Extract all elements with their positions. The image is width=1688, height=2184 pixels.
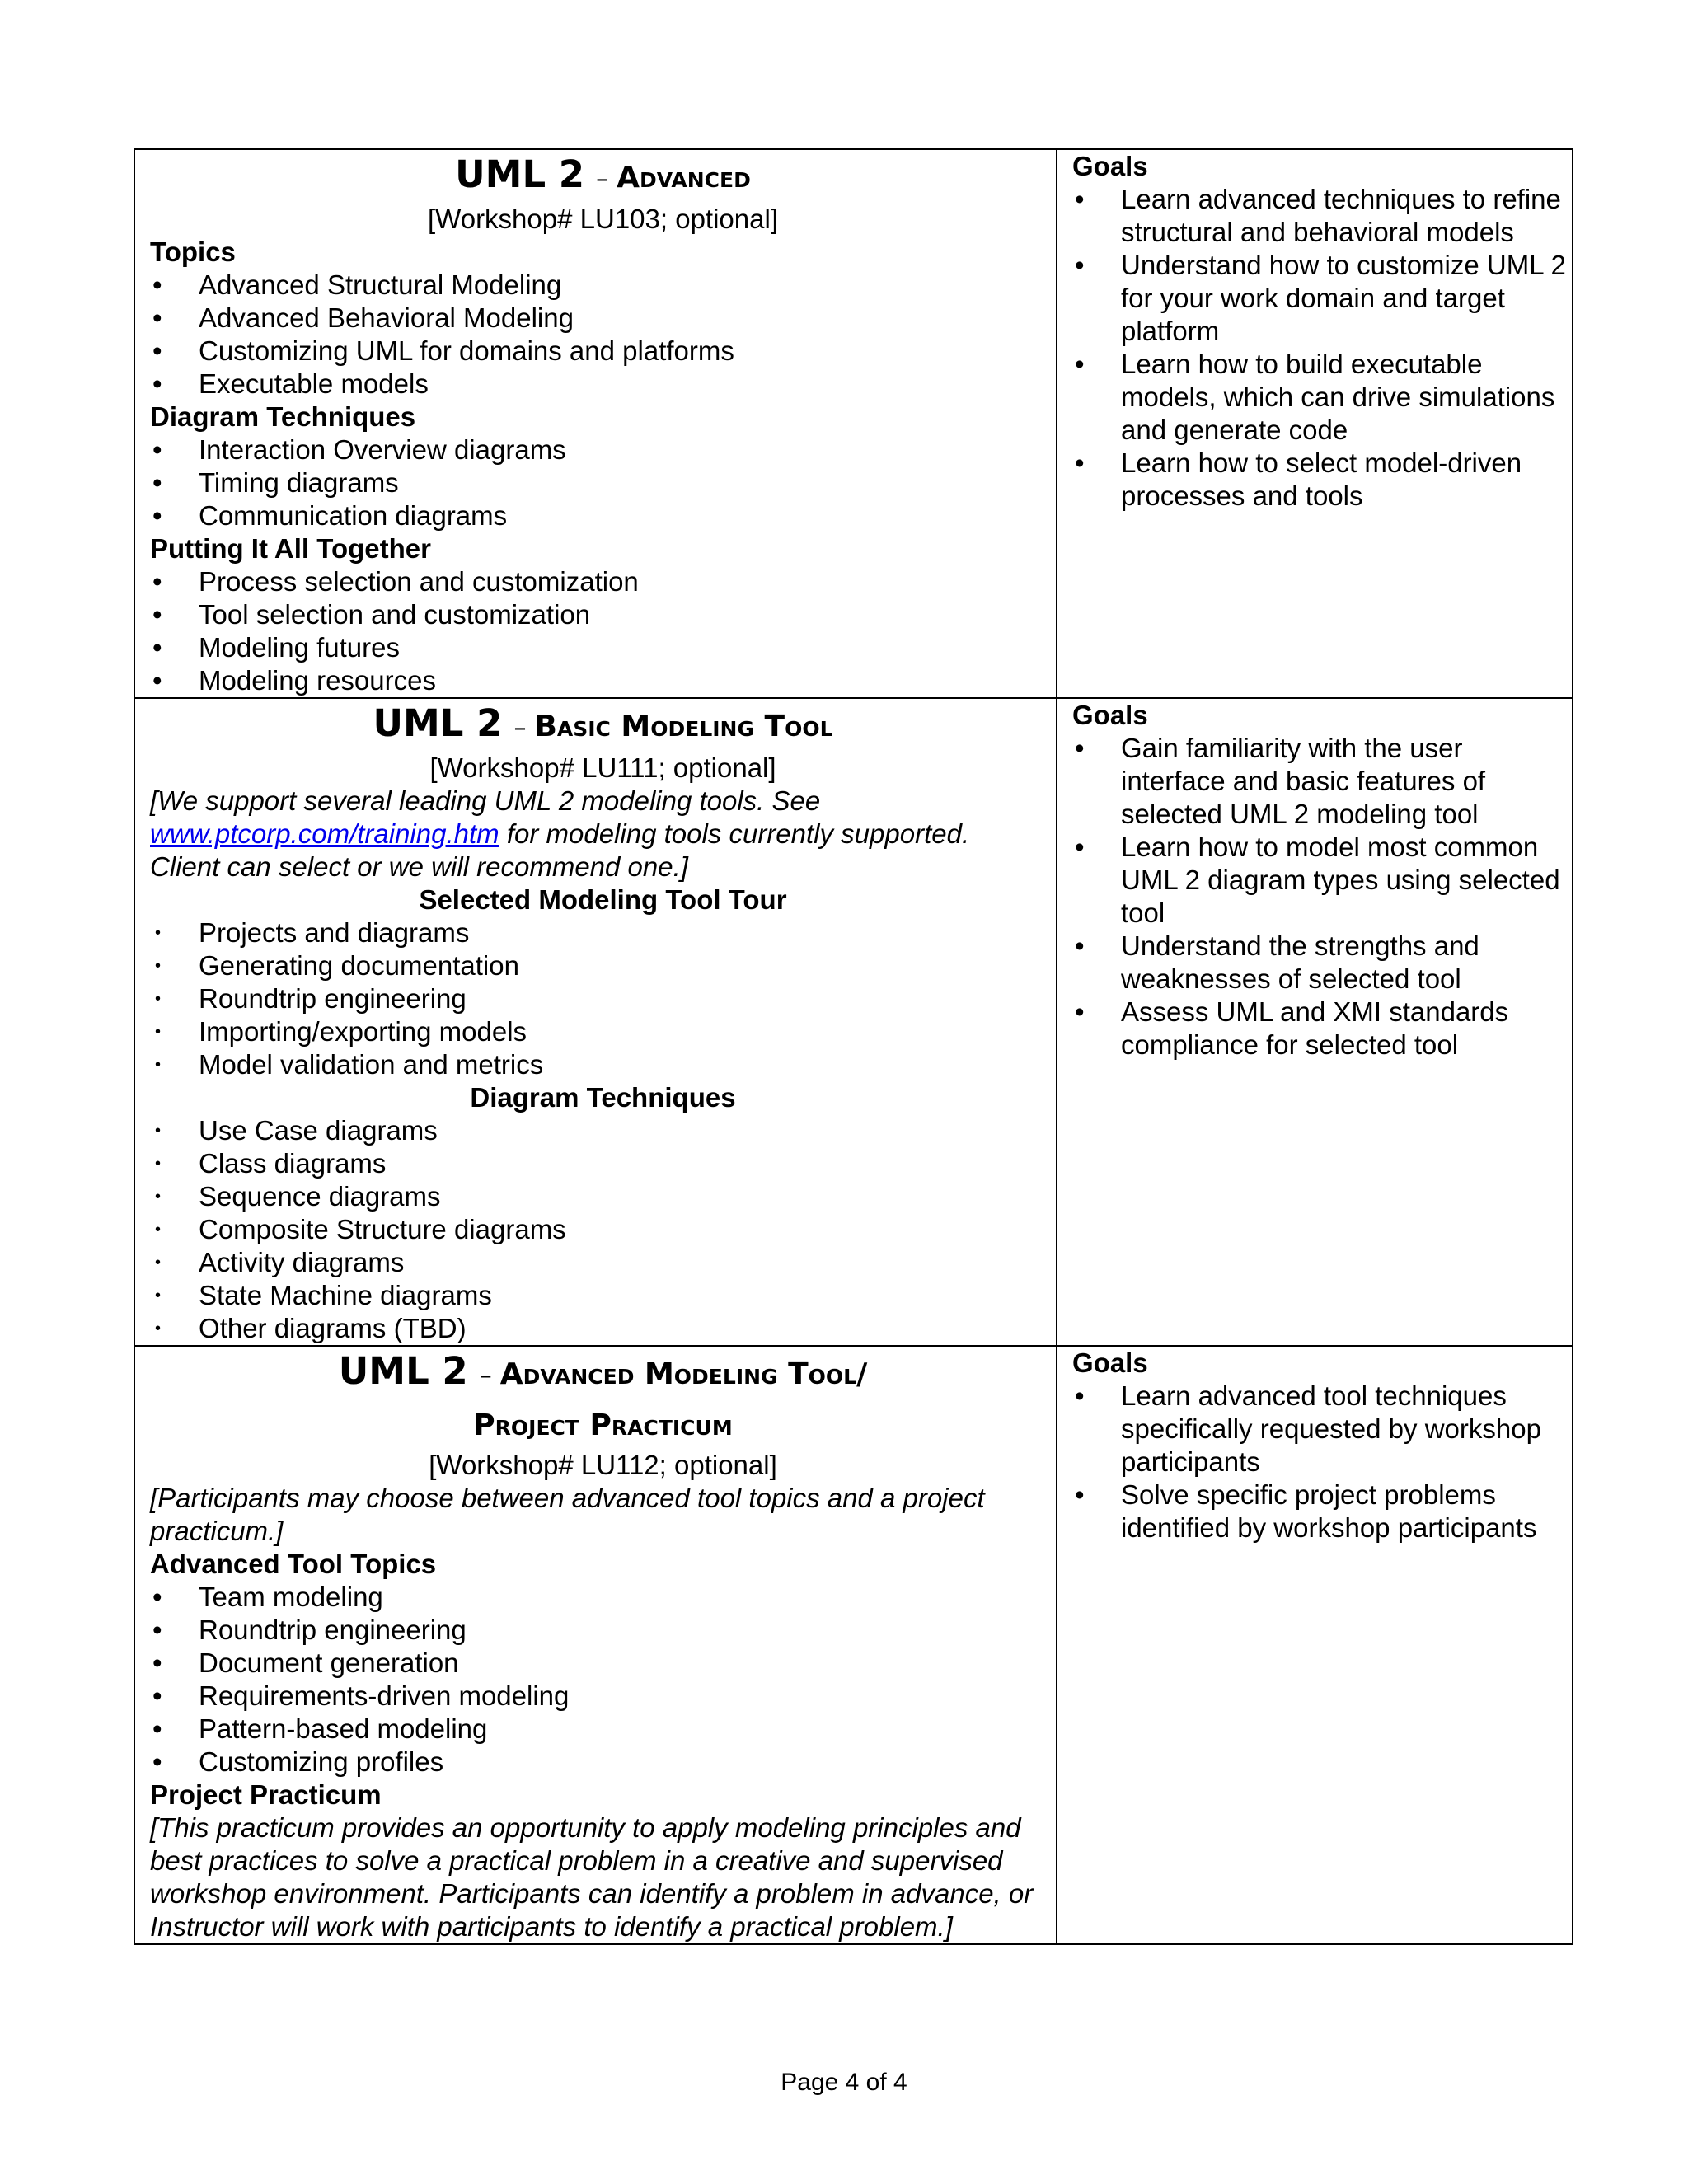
workshop-title [150,1348,1056,1449]
tool-tour-list [150,916,1056,1081]
goal-item: • Solve specific project problems identified by workshop participants [1072,1479,1572,1544]
title-rest: Advanced Modeling Tool/ [499,1357,868,1391]
title-dash: – [479,1361,492,1390]
list-item: • Advanced Structural Modeling [150,269,1056,302]
list-item: • Process selection and customization [150,565,1056,598]
list-item: • Roundtrip engineering [150,982,1056,1015]
list-item: • Projects and diagrams [150,916,1056,949]
list-item: • Use Case diagrams [150,1114,1056,1147]
goals-heading: Goals [1072,1347,1148,1378]
section-heading-diagram-techniques: Diagram Techniques [150,401,416,432]
workshop-row-basic-tool [134,698,1573,1346]
title-dash: – [513,714,527,743]
topics-list [150,269,1056,401]
list-item: • Timing diagrams [150,466,1056,499]
goal-item: • Learn how to model most common UML 2 diagram types using selected tool [1072,831,1572,930]
workshop-description-cell [134,149,1057,698]
diagram-techniques-list [150,1114,1056,1345]
section-heading-topics: Topics [150,237,236,267]
workshop-row-advanced-tool [134,1346,1573,1944]
workshop-goals-cell [1057,1346,1573,1944]
list-item: • Modeling futures [150,631,1056,664]
goal-item: • Learn advanced techniques to refine structural and behavioral models [1072,183,1572,249]
list-item: • Customizing UML for domains and platforms [150,335,1056,368]
list-item: • Class diagrams [150,1147,1056,1180]
workshop-row-advanced [134,149,1573,698]
goals-list [1072,1380,1572,1544]
section-heading-tool-tour: Selected Modeling Tool Tour [419,884,787,915]
list-item: • Modeling resources [150,664,1056,697]
list-item: • Tool selection and customization [150,598,1056,631]
list-item: • State Machine diagrams [150,1279,1056,1312]
workshop-goals-cell [1057,149,1573,698]
workshop-title [150,701,1056,752]
goals-heading: Goals [1072,151,1148,181]
title-rest: Basic Modeling Tool [534,710,833,743]
diagram-techniques-list [150,434,1056,532]
list-item: • Importing/exporting models [150,1015,1056,1048]
goal-item: • Learn how to select model-driven processes and tools [1072,447,1572,513]
goals-list [1072,183,1572,513]
section-heading-advanced-tool-topics: Advanced Tool Topics [150,1549,437,1579]
list-item: • Interaction Overview diagrams [150,434,1056,466]
title-main: UML 2 [373,701,503,745]
section-heading-project-practicum: Project Practicum [150,1779,382,1810]
list-item: • Customizing profiles [150,1746,1056,1779]
list-item: • Activity diagrams [150,1246,1056,1279]
title-main: UML 2 [338,1349,468,1393]
list-item: • Roundtrip engineering [150,1614,1056,1647]
list-item: • Document generation [150,1647,1056,1680]
list-item: • Communication diagrams [150,499,1056,532]
list-item: • Model validation and metrics [150,1048,1056,1081]
list-item: • Generating documentation [150,949,1056,982]
goal-item: • Learn advanced tool techniques specifically requested by workshop participants [1072,1380,1572,1479]
intro-note: [Participants may choose between advanced tool topics and a project practicum.] [150,1483,985,1546]
list-item: • Requirements-driven modeling [150,1680,1056,1713]
goal-item: • Assess UML and XMI standards compliance for selected tool [1072,996,1572,1062]
goal-item: • Learn how to build executable models, which can drive simulations and generate code [1072,348,1572,447]
tool-support-note [150,785,1056,883]
list-item: • Executable models [150,368,1056,401]
title-dash: – [596,165,609,194]
workshop-description-cell [134,698,1057,1346]
section-heading-putting-together: Putting It All Together [150,533,431,564]
workshop-goals-cell [1057,698,1573,1346]
list-item: • Sequence diagrams [150,1180,1056,1213]
goal-item: • Gain familiarity with the user interface and basic features of selected UML 2 modeling tool [1072,732,1572,831]
list-item: • Composite Structure diagrams [150,1213,1056,1246]
practicum-note: [This practicum provides an opportunity to apply modeling principles and best practices to solve a practical problem in a creative and supervised workshop environment. Participants can identify a problem in advance, or Instructor will work with participants to identify a practical problem.] [150,1812,1034,1942]
note-text: for modeling tools currently supported. Client can select or we will recommend one.] [150,818,970,882]
list-item: • Team modeling [150,1581,1056,1614]
section-heading-diagram-techniques: Diagram Techniques [470,1082,736,1113]
title-rest: Advanced [617,161,751,194]
workshop-description-cell [134,1346,1057,1944]
advanced-tool-topics-list [150,1581,1056,1779]
list-item: • Pattern-based modeling [150,1713,1056,1746]
workshop-title [150,152,1056,203]
goal-item: • Understand the strengths and weaknesses of selected tool [1072,930,1572,996]
list-item: • Advanced Behavioral Modeling [150,302,1056,335]
workshop-table [134,148,1573,1945]
workshop-id: [Workshop# LU111; optional] [429,752,776,783]
goal-item: • Understand how to customize UML 2 for your work domain and target platform [1072,249,1572,348]
goals-list [1072,732,1572,1062]
page-number: Page 4 of 4 [781,2069,907,2096]
workshop-id: [Workshop# LU103; optional] [428,204,778,234]
goals-heading: Goals [1072,700,1148,730]
training-link[interactable]: www.ptcorp.com/training.htm [150,818,499,849]
list-item: • Other diagrams (TBD) [150,1312,1056,1345]
workshop-id: [Workshop# LU112; optional] [429,1450,777,1480]
putting-together-list [150,565,1056,697]
title-main: UML 2 [455,152,585,196]
note-text: [We support several leading UML 2 modeling tools. See [150,785,821,816]
title-rest-line2: Project Practicum [473,1408,733,1442]
